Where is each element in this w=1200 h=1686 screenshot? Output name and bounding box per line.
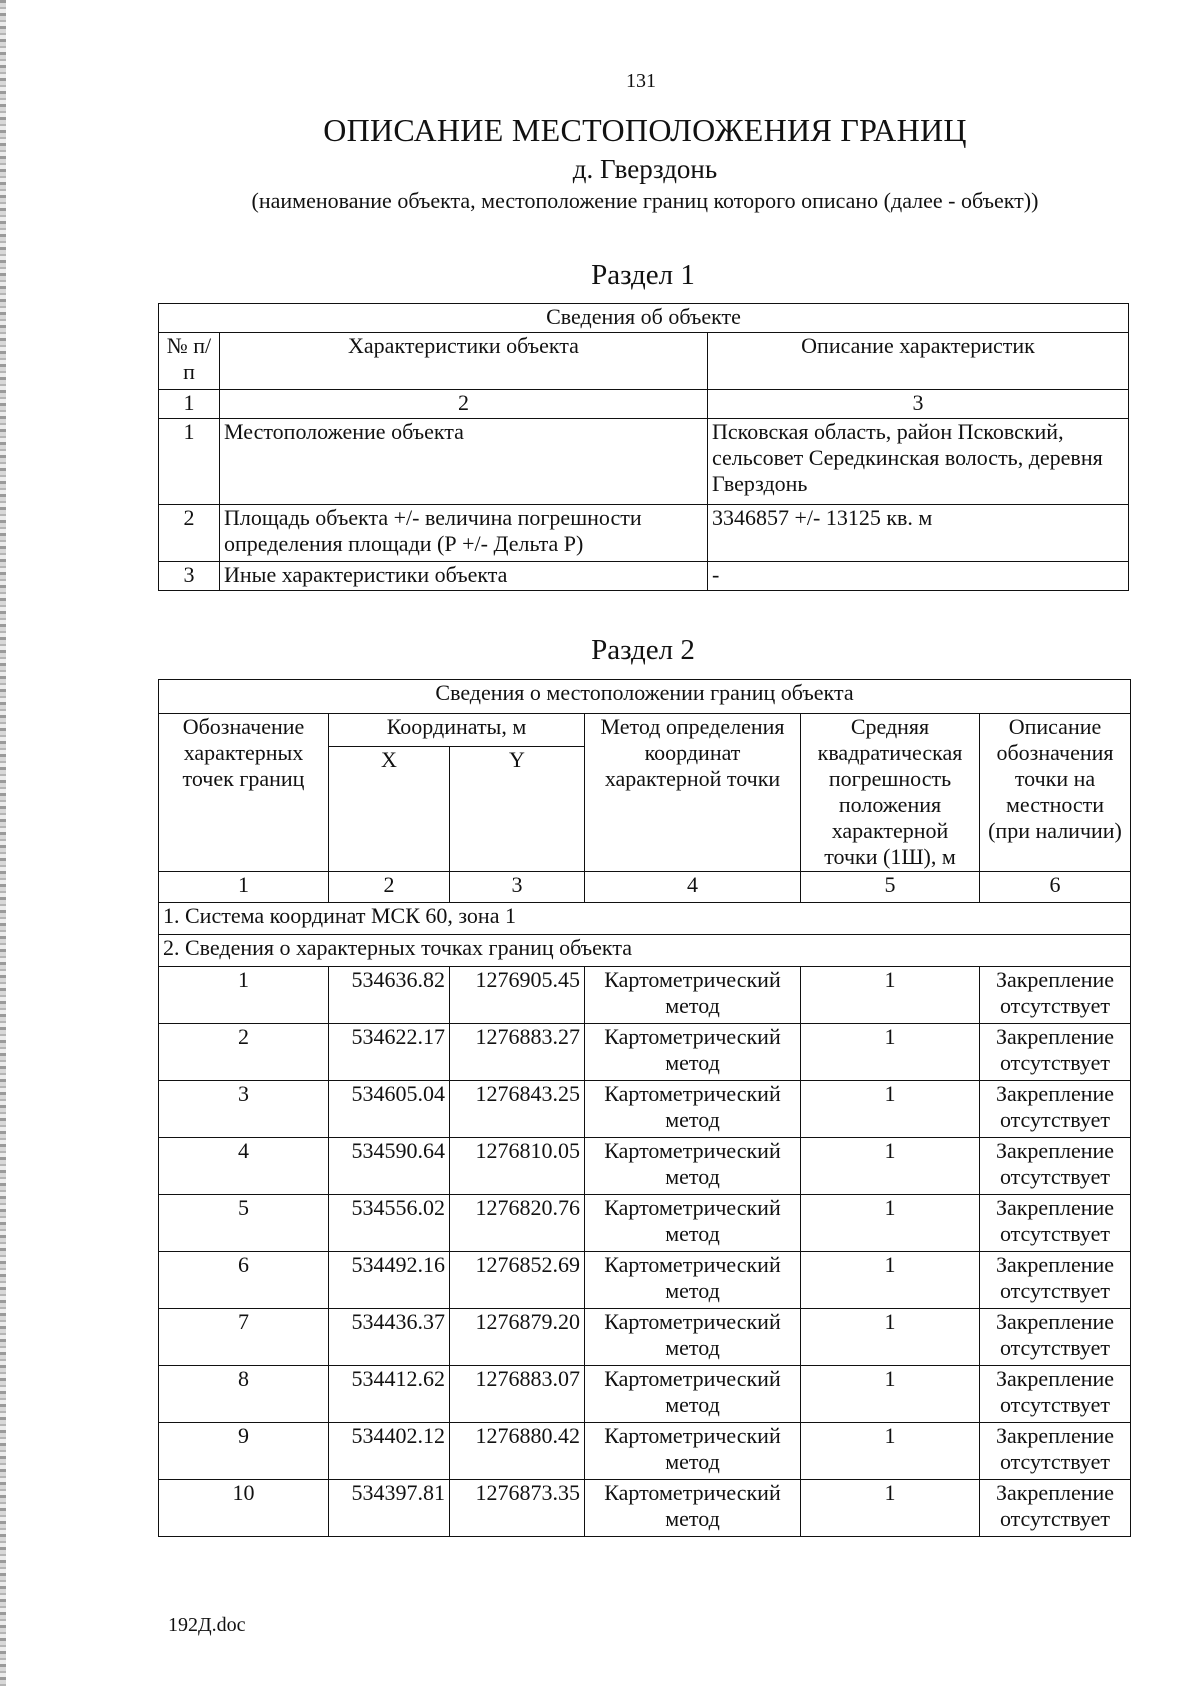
coordinate-system-row (159, 903, 1131, 935)
table-row (159, 1081, 1131, 1138)
table-row (159, 505, 1129, 562)
colnum: 5 (801, 872, 980, 903)
page-number: 131 (626, 70, 656, 92)
characteristic-name: Иные характеристики объекта (220, 562, 708, 591)
characteristic-name: Местоположение объекта (220, 419, 708, 505)
table1-colnum-row (159, 390, 1129, 419)
coord-x: 534402.12 (329, 1423, 450, 1480)
error-value: 1 (801, 1195, 980, 1252)
point-description: Закрепление отсутствует (980, 1366, 1131, 1423)
table1-caption: Сведения об объекте (159, 304, 1129, 333)
method: Картометрический метод (585, 1138, 801, 1195)
point-description: Закрепление отсутствует (980, 1138, 1131, 1195)
colnum: 1 (159, 872, 329, 903)
point-description: Закрепление отсутствует (980, 967, 1131, 1024)
error-value: 1 (801, 1024, 980, 1081)
object-note: (наименование объекта, местоположение границ которого описано (далее - объект)) (251, 188, 1039, 213)
coord-y: 1276852.69 (450, 1252, 585, 1309)
row-number: 3 (159, 562, 220, 591)
point-description: Закрепление отсутствует (980, 1309, 1131, 1366)
header-error: Средняя квадратическая погрешность положения характерной точки (1Ш), м (801, 714, 980, 872)
coord-x: 534397.81 (329, 1480, 450, 1537)
coord-y: 1276883.07 (450, 1366, 585, 1423)
point-label: 9 (159, 1423, 329, 1480)
boundary-points-table (158, 679, 1131, 1537)
coord-y: 1276873.35 (450, 1480, 585, 1537)
header-point-description: Описание обозначения точки на местности (при наличии) (980, 714, 1131, 872)
header-number: № п/п (159, 333, 220, 390)
point-description: Закрепление отсутствует (980, 1480, 1131, 1537)
coord-y: 1276905.45 (450, 967, 585, 1024)
coord-y: 1276883.27 (450, 1024, 585, 1081)
characteristic-name: Площадь объекта +/- величина погрешности определения площади (Р +/- Дельта Р) (220, 505, 708, 562)
characteristic-value: Псковская область, район Псковский, сельсовет Середкинская волость, деревня Гверздонь (708, 419, 1129, 505)
table-row (159, 419, 1129, 505)
error-value: 1 (801, 1366, 980, 1423)
scan-edge (0, 0, 6, 1686)
coord-x: 534605.04 (329, 1081, 450, 1138)
header-point: Обозначение характерных точек границ (159, 714, 329, 872)
coord-y: 1276880.42 (450, 1423, 585, 1480)
error-value: 1 (801, 1309, 980, 1366)
table-row (159, 1252, 1131, 1309)
header-method: Метод определения координат характерной точки (585, 714, 801, 872)
error-value: 1 (801, 1138, 980, 1195)
method: Картометрический метод (585, 1309, 801, 1366)
row-number: 2 (159, 505, 220, 562)
header-coordinates: Координаты, м (329, 714, 585, 747)
coordinate-system: 1. Система координат МСК 60, зона 1 (159, 903, 1131, 935)
colnum: 1 (159, 390, 220, 419)
point-label: 3 (159, 1081, 329, 1138)
points-heading: 2. Сведения о характерных точках границ объекта (159, 935, 1131, 967)
coord-x: 534622.17 (329, 1024, 450, 1081)
table-row (159, 967, 1131, 1024)
object-info-table (158, 303, 1129, 591)
document-title: ОПИСАНИЕ МЕСТОПОЛОЖЕНИЯ ГРАНИЦ (323, 112, 967, 148)
characteristic-value: 3346857 +/- 13125 кв. м (708, 505, 1129, 562)
error-value: 1 (801, 1423, 980, 1480)
error-value: 1 (801, 1252, 980, 1309)
points-heading-row (159, 935, 1131, 967)
method: Картометрический метод (585, 1024, 801, 1081)
method: Картометрический метод (585, 1480, 801, 1537)
point-label: 5 (159, 1195, 329, 1252)
table1-header-row (159, 333, 1129, 390)
method: Картометрический метод (585, 1423, 801, 1480)
table-row (159, 1138, 1131, 1195)
point-description: Закрепление отсутствует (980, 1024, 1131, 1081)
method: Картометрический метод (585, 1081, 801, 1138)
colnum: 2 (329, 872, 450, 903)
table1-caption-row (159, 304, 1129, 333)
object-name: д. Гверздонь (572, 154, 718, 184)
header-description: Описание характеристик (708, 333, 1129, 390)
coord-y: 1276820.76 (450, 1195, 585, 1252)
point-label: 10 (159, 1480, 329, 1537)
method: Картометрический метод (585, 1366, 801, 1423)
point-description: Закрепление отсутствует (980, 1423, 1131, 1480)
colnum: 2 (220, 390, 708, 419)
coord-y: 1276843.25 (450, 1081, 585, 1138)
table2-header-row (159, 714, 1131, 747)
table2-caption: Сведения о местоположении границ объекта (159, 680, 1131, 714)
coord-x: 534436.37 (329, 1309, 450, 1366)
method: Картометрический метод (585, 1195, 801, 1252)
method: Картометрический метод (585, 967, 801, 1024)
coord-x: 534492.16 (329, 1252, 450, 1309)
coord-x: 534412.62 (329, 1366, 450, 1423)
table2-colnum-row (159, 872, 1131, 903)
point-label: 2 (159, 1024, 329, 1081)
point-label: 4 (159, 1138, 329, 1195)
header-y: Y (450, 747, 585, 872)
table-row (159, 1024, 1131, 1081)
table-row (159, 1480, 1131, 1537)
row-number: 1 (159, 419, 220, 505)
error-value: 1 (801, 1081, 980, 1138)
coord-y: 1276879.20 (450, 1309, 585, 1366)
file-name: 192Д.doc (168, 1614, 246, 1636)
section1-title: Раздел 1 (591, 259, 695, 291)
coord-x: 534590.64 (329, 1138, 450, 1195)
point-label: 7 (159, 1309, 329, 1366)
characteristic-value: - (708, 562, 1129, 591)
point-description: Закрепление отсутствует (980, 1252, 1131, 1309)
point-description: Закрепление отсутствует (980, 1081, 1131, 1138)
point-label: 1 (159, 967, 329, 1024)
coord-y: 1276810.05 (450, 1138, 585, 1195)
header-characteristics: Характеристики объекта (220, 333, 708, 390)
table-row (159, 1309, 1131, 1366)
colnum: 3 (450, 872, 585, 903)
section2-title: Раздел 2 (591, 634, 695, 666)
colnum: 4 (585, 872, 801, 903)
error-value: 1 (801, 967, 980, 1024)
point-label: 8 (159, 1366, 329, 1423)
table-row (159, 1195, 1131, 1252)
table-row (159, 1423, 1131, 1480)
coord-x: 534556.02 (329, 1195, 450, 1252)
colnum: 6 (980, 872, 1131, 903)
colnum: 3 (708, 390, 1129, 419)
table-row (159, 1366, 1131, 1423)
error-value: 1 (801, 1480, 980, 1537)
coord-x: 534636.82 (329, 967, 450, 1024)
header-x: X (329, 747, 450, 872)
point-label: 6 (159, 1252, 329, 1309)
table2-caption-row (159, 680, 1131, 714)
method: Картометрический метод (585, 1252, 801, 1309)
table-row (159, 562, 1129, 591)
point-description: Закрепление отсутствует (980, 1195, 1131, 1252)
